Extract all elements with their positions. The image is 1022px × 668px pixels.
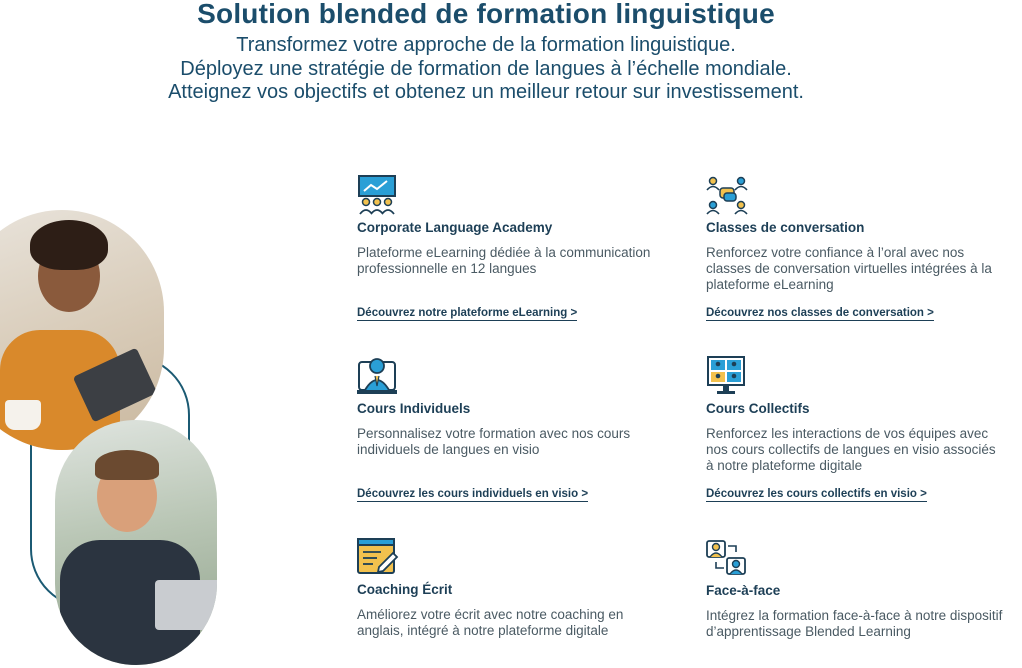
photo-man-with-laptop	[55, 420, 217, 665]
presentation-board-icon	[357, 175, 399, 215]
discover-elearning-link[interactable]: Découvrez notre plateforme eLearning >	[357, 307, 578, 319]
photo-woman-with-tablet	[0, 210, 164, 450]
card-title: Classes de conversation	[706, 220, 865, 235]
card-title: Face-à-face	[706, 583, 781, 598]
individual-user-icon	[357, 356, 399, 396]
discover-individual-courses-link[interactable]: Découvrez les cours individuels en visio >	[357, 488, 589, 500]
video-conference-icon	[706, 356, 748, 396]
page-title: Solution blended de formation linguistique	[197, 0, 775, 29]
card-description: Plateforme eLearning dédiée à la communication professionnelle en 12 langues	[357, 245, 651, 276]
card-description: Améliorez votre écrit avec notre coaching en anglais, intégré à notre plateforme digitale	[357, 607, 624, 638]
discover-conversation-classes-link[interactable]: Découvrez nos classes de conversation >	[706, 307, 934, 319]
card-title: Coaching Écrit	[357, 582, 453, 597]
hero-photo-collage	[0, 205, 230, 668]
card-description: Intégrez la formation face-à-face à notre dispositif d’apprentissage Blended Learning	[706, 608, 1003, 639]
card-description: Renforcez votre confiance à l’oral avec nos classes de conversation virtuelles intégrées à la plateforme eLearning	[706, 245, 992, 292]
card-title: Cours Collectifs	[706, 401, 810, 416]
discover-group-courses-link[interactable]: Découvrez les cours collectifs en visio >	[706, 488, 927, 500]
face-to-face-icon	[706, 538, 748, 578]
hero-subtitle-line-1: Transformez votre approche de la formation linguistique.	[236, 34, 736, 56]
card-title: Cours Individuels	[357, 401, 471, 416]
conversation-group-icon	[706, 175, 748, 215]
card-description: Personnalisez votre formation avec nos cours individuels de langues en visio	[357, 426, 631, 457]
card-title: Corporate Language Academy	[357, 220, 553, 235]
card-description: Renforcez les interactions de vos équipes avec nos cours collectifs de langues en visio associés à notre plateforme digitale	[706, 426, 996, 473]
hero-subtitle-line-3: Atteignez vos objectifs et obtenez un meilleur retour sur investissement.	[168, 81, 804, 103]
writing-pencil-icon	[357, 537, 399, 577]
hero-subtitle-line-2: Déployez une stratégie de formation de langues à l’échelle mondiale.	[180, 58, 792, 80]
